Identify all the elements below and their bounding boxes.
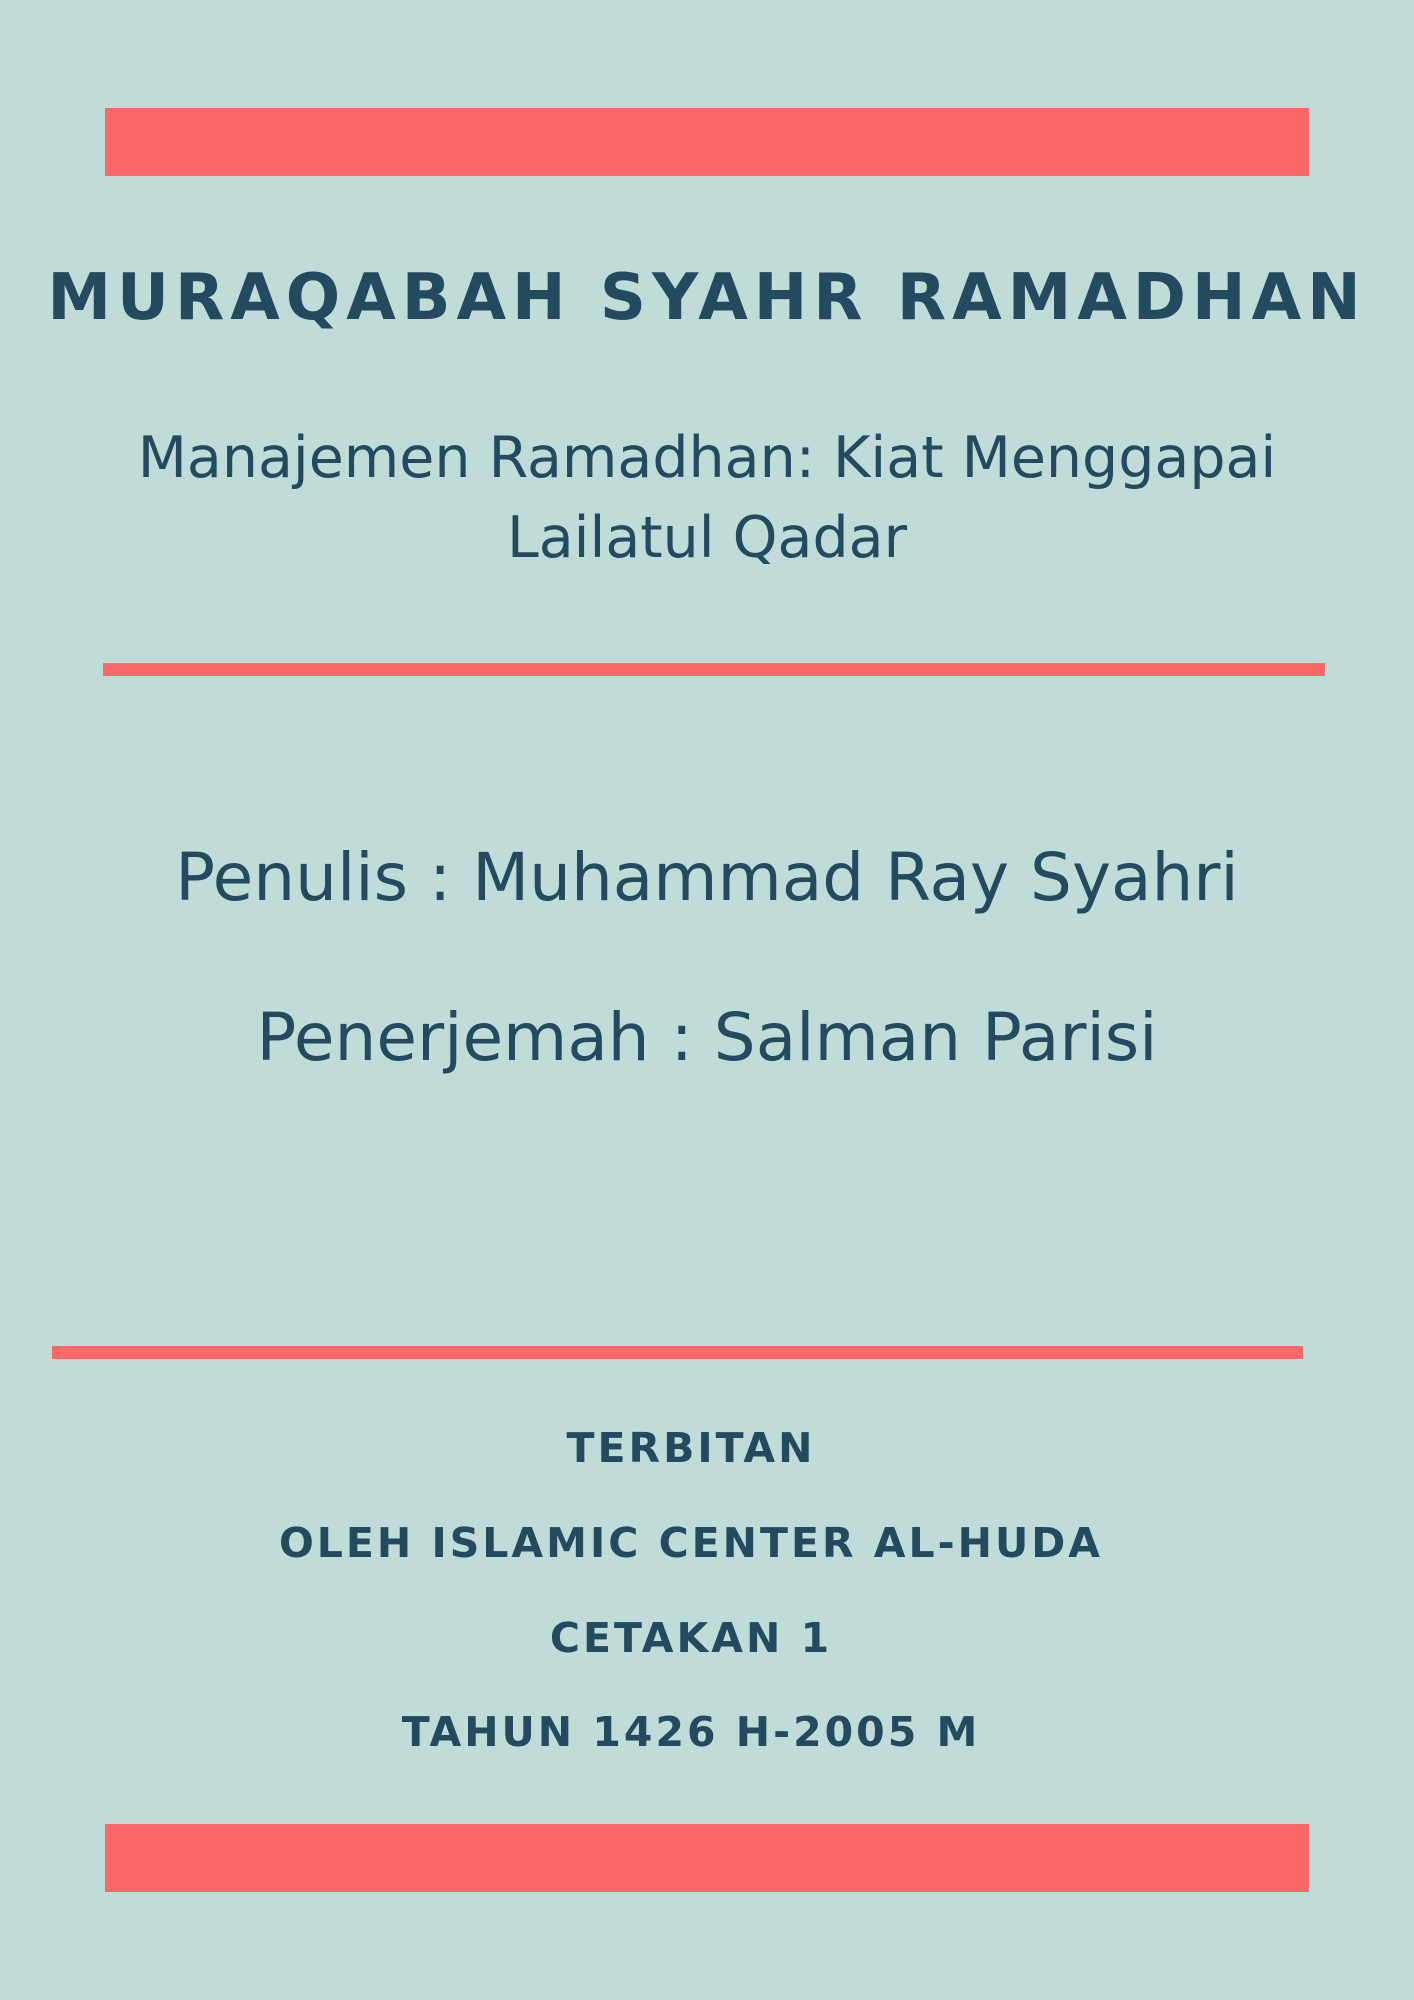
subtitle-line-1: Manajemen Ramadhan: Kiat Menggapai [137, 425, 1277, 491]
upper-divider [103, 663, 1325, 676]
publication-label: TERBITAN [566, 1424, 816, 1472]
translator-credit: Penerjemah : Salman Parisi [256, 999, 1158, 1076]
top-accent-bar [105, 108, 1309, 176]
lower-divider [52, 1346, 1303, 1359]
subtitle-line-2: Lailatul Qadar [506, 505, 908, 571]
book-title: MURAQABAH SYAHR RAMADHAN [47, 261, 1367, 335]
publication-year: TAHUN 1426 H-2005 M [401, 1708, 981, 1756]
edition-label: CETAKAN 1 [549, 1614, 833, 1662]
publisher-name: OLEH ISLAMIC CENTER AL-HUDA [278, 1519, 1104, 1567]
bottom-accent-bar [105, 1824, 1309, 1892]
author-credit: Penulis : Muhammad Ray Syahri [175, 839, 1239, 916]
book-subtitle [90, 418, 1324, 578]
